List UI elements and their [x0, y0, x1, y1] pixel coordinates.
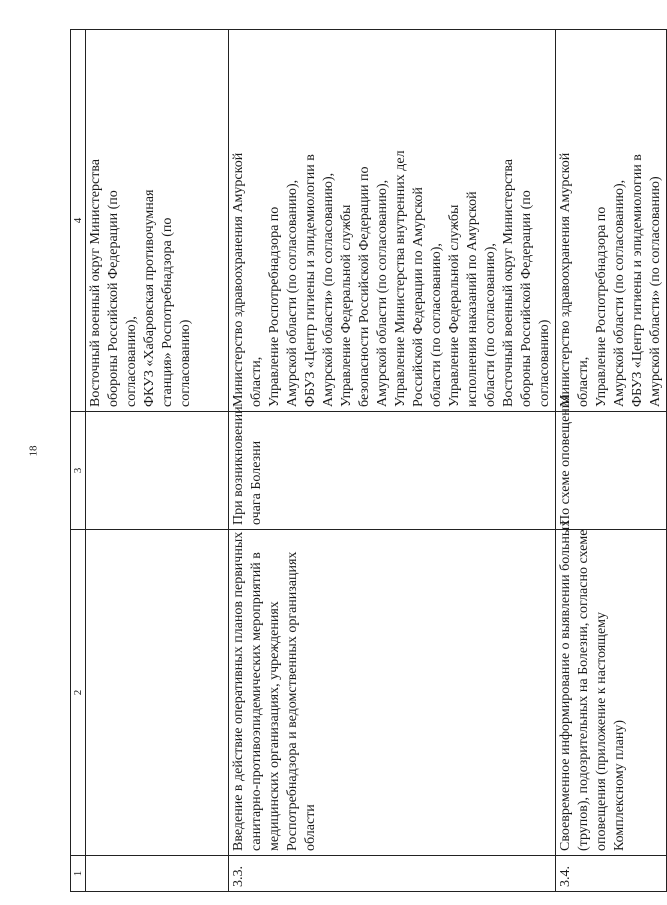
executor-line: ФКУЗ «Хабаровская противочумная — [142, 189, 157, 407]
executor-line: области, — [249, 356, 264, 407]
measure-line: (трупов), подозрительных на Болезни, согласно схеме — [576, 529, 591, 851]
executor-line: согласованию), — [124, 316, 139, 407]
table-row — [556, 30, 667, 892]
executor-line: ФБУЗ «Центр гигиены и эпидемиологии в — [630, 154, 645, 407]
header-col-1: 1 — [71, 856, 86, 892]
row-number: 3.3. — [229, 856, 556, 892]
executor-line: области (по согласованию), — [483, 243, 498, 407]
page-number: 18 — [27, 445, 40, 457]
measure-cell — [556, 519, 667, 856]
executor-line: станция» Роспотребнадзора (по — [160, 217, 175, 407]
measure-line: оповещения (приложение к настоящему — [594, 611, 609, 851]
table-row — [229, 30, 556, 892]
executor-line: Управление Министерства внутренних дел — [393, 150, 408, 407]
executor-line: согласованию) — [537, 319, 552, 407]
executor-line: обороны Российской Федерации (по — [519, 190, 534, 407]
executor-line: Министерство здравоохранения Амурской — [231, 152, 246, 407]
timing-line: По схеме оповещения — [558, 394, 573, 525]
measure-cell — [229, 530, 556, 856]
executor-line: Амурской области (по согласованию), — [612, 179, 627, 407]
executor-line: Амурской области» (по согласованию), — [321, 172, 336, 407]
measure-line: Введение в действие оперативных планов первичных — [231, 531, 246, 851]
document-page — [70, 30, 663, 892]
timing-cell — [229, 406, 556, 530]
timing-cell — [86, 412, 229, 530]
table-row — [86, 30, 229, 892]
measure-line: Своевременное информирование о выявлении больных — [558, 519, 573, 851]
measure-line: области — [303, 804, 318, 851]
table-header-row — [71, 30, 86, 892]
executor-line: Управление Роспотребнадзора по — [594, 206, 609, 407]
measure-line: Комплексному плану) — [612, 719, 627, 851]
executor-line: Амурской области» (по согласованию) — [648, 176, 663, 407]
executor-line: согласованию) — [178, 319, 193, 407]
row-number: 3.4. — [556, 856, 667, 892]
executor-line: обороны Российской Федерации (по — [106, 190, 121, 407]
executor-line: Восточный военный округ Министерства — [88, 159, 103, 407]
executor-line: безопасности Российской Федерации по — [357, 166, 372, 407]
executor-line: Амурской области (по согласованию), — [285, 179, 300, 407]
executor-line: Управление Федеральной службы — [339, 204, 354, 407]
executor-line: исполнения наказаний по Амурской — [465, 191, 480, 407]
header-col-3: 3 — [71, 412, 86, 530]
executors-cell — [556, 30, 667, 412]
executor-line: Российской Федерации по Амурской — [411, 187, 426, 407]
executor-line: области (по согласованию), — [429, 243, 444, 407]
plan-table — [70, 29, 667, 892]
measure-line: санитарно-противоэпидемических мероприятий в — [249, 552, 264, 851]
measure-line: Роспотребнадзора и ведомственных организациях — [285, 551, 300, 851]
header-col-2: 2 — [71, 530, 86, 856]
executor-line: Управление Федеральной службы — [447, 204, 462, 407]
executor-line: Амурской области (по согласованию), — [375, 179, 390, 407]
measure-cell — [86, 530, 229, 856]
executors-cell — [86, 30, 229, 412]
row-number — [86, 856, 229, 892]
executor-line: Управление Роспотребнадзора по — [267, 206, 282, 407]
header-col-4: 4 — [71, 30, 86, 412]
executor-line: Восточный военный округ Министерства — [501, 159, 516, 407]
executors-cell — [229, 30, 556, 412]
executor-line: ФБУЗ «Центр гигиены и эпидемиологии в — [303, 154, 318, 407]
timing-line: При возникновении — [231, 406, 246, 525]
measure-line: медицинских организациях, учреждениях — [267, 601, 282, 851]
executor-line: области, — [576, 356, 591, 407]
executor-line: Министерство здравоохранения Амурской — [558, 152, 573, 407]
timing-line: очага Болезни — [249, 440, 264, 525]
timing-cell — [556, 394, 667, 530]
